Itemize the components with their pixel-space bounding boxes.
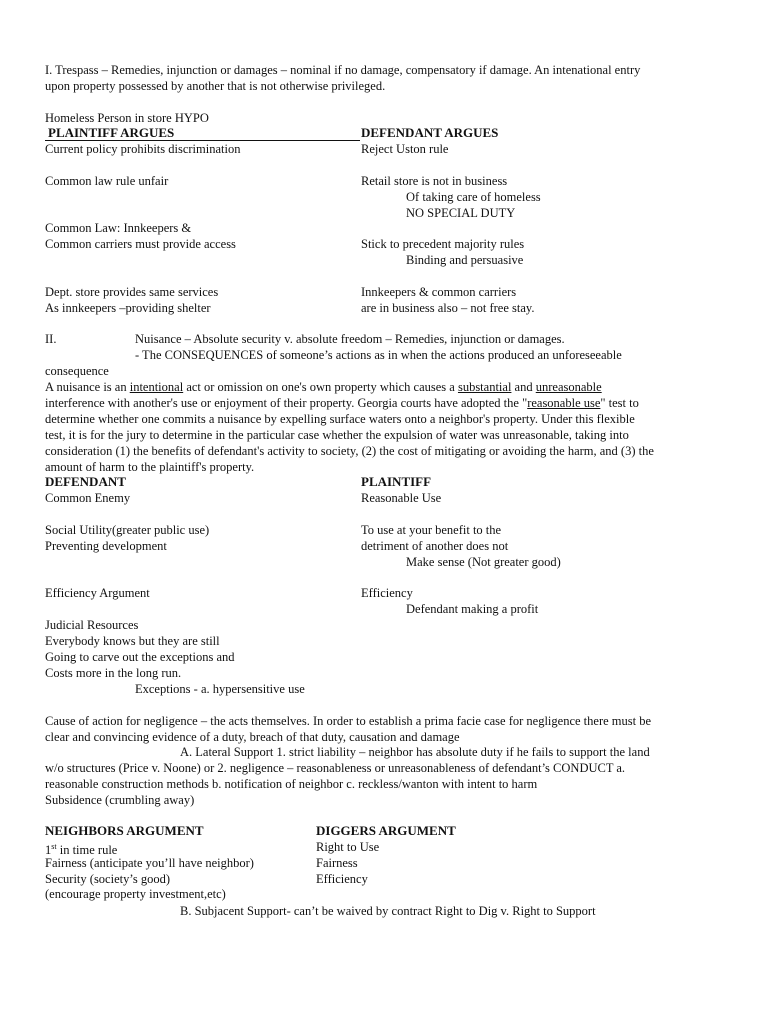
defendant-point: Common Enemy: [45, 491, 131, 505]
plaintiff-point: detriment of another does not: [361, 539, 509, 553]
plaintiff-point: Make sense (Not greater good): [406, 555, 561, 569]
plaintiff-arg: Current policy prohibits discrimination: [45, 142, 241, 156]
defendant-arg: Retail store is not in business: [361, 174, 508, 188]
section-numeral: II.: [45, 332, 57, 346]
trespass-line-1: I. Trespass – Remedies, injunction or damages – nominal if no damage, compensatory if damage. An intenational entry: [45, 63, 641, 77]
plaintiff-point: Reasonable Use: [361, 491, 442, 505]
negligence-line: clear and convincing evidence of a duty, breach of that duty, causation and damage: [45, 730, 460, 744]
plaintiff-arg: Dept. store provides same services: [45, 285, 219, 299]
plaintiff-header: PLAINTIFF: [361, 474, 432, 489]
defendant-arg: NO SPECIAL DUTY: [406, 206, 516, 220]
defendant-point: Costs more in the long run.: [45, 666, 182, 680]
trespass-line-2: upon property possessed by another that is not otherwise privileged.: [45, 79, 386, 93]
defendant-point: Judicial Resources: [45, 618, 139, 632]
defendant-arg: Reject Uston rule: [361, 142, 449, 156]
diggers-point: Efficiency: [316, 872, 368, 886]
plaintiff-point: Defendant making a profit: [406, 602, 539, 616]
lateral-support-line: reasonable construction methods b. notification of neighbor c. reckless/wanton with intent to harm: [45, 777, 538, 791]
neighbors-point: Security (society’s good): [45, 872, 170, 886]
nuisance-para-line: test, it is for the jury to determine in the particular case whether the expulsion of water was unreasonable, taking into: [45, 428, 629, 442]
plaintiff-arg: As innkeepers –providing shelter: [45, 301, 211, 315]
nuisance-para-line: determine whether one commits a nuisance by expelling surface waters onto a neighbor's property. Under this flexible: [45, 412, 635, 426]
plaintiff-point: Efficiency: [361, 586, 413, 600]
neighbors-point: (encourage property investment,etc): [45, 887, 226, 901]
nuisance-para-line: amount of harm to the plaintiff's property.: [45, 460, 255, 474]
plaintiff-point: To use at your benefit to the: [361, 523, 502, 537]
defendant-point: Efficiency Argument: [45, 586, 150, 600]
defendant-arg: Stick to precedent majority rules: [361, 237, 525, 251]
consequence-word: consequence: [45, 364, 109, 378]
plaintiff-arg: Common law rule unfair: [45, 174, 169, 188]
negligence-line: Cause of action for negligence – the acts themselves. In order to establish a prima facie case for negligence there must be: [45, 714, 652, 728]
defendant-arg: Binding and persuasive: [406, 253, 524, 267]
nuisance-para-line: interference with another's use or enjoyment of their property. Georgia courts have adopted the "reasonable use" test to: [45, 396, 639, 410]
nuisance-para-line: consideration (1) the benefits of defendant's activity to society, (2) the cost of mitigating or avoiding the harm, and (3) the: [45, 444, 654, 458]
plaintiff-arg: Common Law: Innkeepers &: [45, 221, 192, 235]
subsidence-line: Subsidence (crumbling away): [45, 793, 195, 807]
lateral-support-line: w/o structures (Price v. Noone) or 2. negligence – reasonableness or unreasonableness of defendant’s CONDUCT a.: [45, 761, 626, 775]
diggers-header: DIGGERS ARGUMENT: [316, 823, 456, 838]
neighbors-point: Fairness (anticipate you’ll have neighbor): [45, 856, 254, 870]
diggers-point: Right to Use: [316, 840, 380, 854]
defendant-point: Social Utility(greater public use): [45, 523, 210, 537]
plaintiff-argues-header: PLAINTIFF ARGUES: [48, 125, 175, 140]
defendant-arg: are in business also – not free stay.: [361, 301, 535, 315]
defendant-point: Going to carve out the exceptions and: [45, 650, 235, 664]
consequences-line: - The CONSEQUENCES of someone’s actions as in when the actions produced an unforeseeable: [135, 348, 622, 362]
diggers-point: Fairness: [316, 856, 358, 870]
defendant-header: DEFENDANT: [45, 474, 126, 489]
neighbors-point: 1st in time rule: [45, 842, 118, 858]
subjacent-support-line: B. Subjacent Support- can’t be waived by contract Right to Dig v. Right to Support: [180, 904, 596, 918]
defendant-argues-header: DEFENDANT ARGUES: [361, 125, 499, 140]
neighbors-header: NEIGHBORS ARGUMENT: [45, 823, 204, 838]
defendant-arg: Of taking care of homeless: [406, 190, 541, 204]
defendant-arg: Innkeepers & common carriers: [361, 285, 517, 299]
hypo-title: Homeless Person in store HYPO: [45, 111, 209, 125]
defendant-point: Exceptions - a. hypersensitive use: [135, 682, 305, 696]
plaintiff-arg: Common carriers must provide access: [45, 237, 236, 251]
nuisance-heading: Nuisance – Absolute security v. absolute freedom – Remedies, injunction or damages.: [135, 332, 565, 346]
lateral-support-line: A. Lateral Support 1. strict liability – neighbor has absolute duty if he fails to support the land: [180, 745, 650, 759]
defendant-point: Preventing development: [45, 539, 167, 553]
defendant-point: Everybody knows but they are still: [45, 634, 220, 648]
nuisance-para-line: A nuisance is an intentional act or omission on one's own property which causes a substantial and unreasonable: [45, 380, 602, 394]
